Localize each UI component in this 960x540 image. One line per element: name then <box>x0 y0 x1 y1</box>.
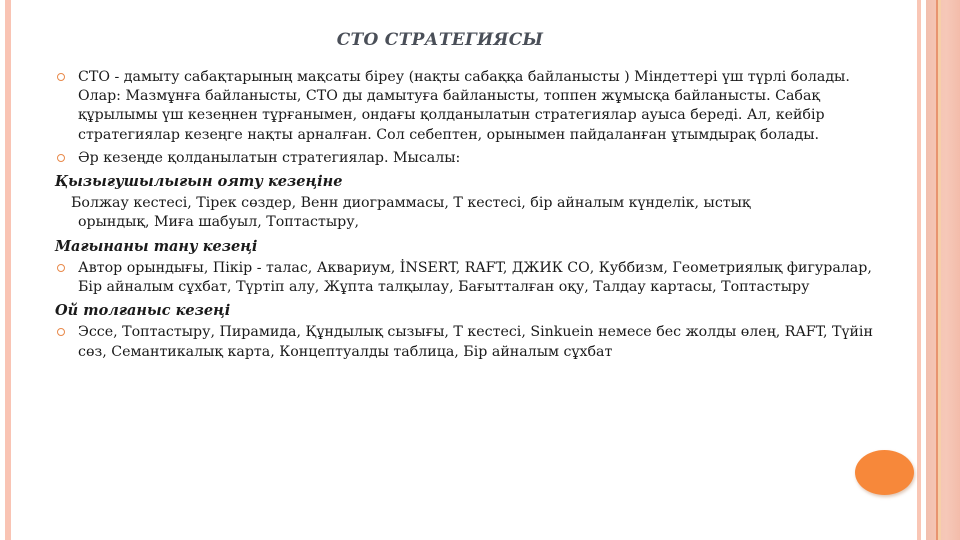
left-decorative-stripe <box>5 0 11 540</box>
slide-content <box>55 68 895 366</box>
right-stripe-thin <box>917 0 921 540</box>
bullet-text: Әр кезеңде қолданылатын стратегиялар. Мысалы: <box>78 149 461 166</box>
stage-strategies-reflection <box>55 323 895 361</box>
stage-heading-interest: Қызығушылығын ояту кезеңіне <box>55 173 343 191</box>
circle-bullet-icon <box>57 328 65 336</box>
slide-title: СТО СТРАТЕГИЯСЫ <box>336 30 544 50</box>
right-decorative-stripes <box>915 0 960 540</box>
strategies-line-2: орындық, Миға шабуыл, Топтастыру, <box>78 214 360 231</box>
stage-strategies-interest <box>55 194 895 232</box>
bullet-item-intro <box>55 68 895 145</box>
stage-heading-reflection: Ой толғаныс кезеңі <box>55 302 231 320</box>
bullet-text: Эссе, Топтастыру, Пирамида, Құндылық сызығы, Т кестесі, Sinkuein немесе бес жолды өлең, RAFT, Түйін сөз, Семантикалық карта, Концептуалды таблица, Бір айналым сұхбат <box>78 324 873 360</box>
bullet-item-examples <box>55 149 895 168</box>
bullet-text: Автор орындығы, Пікір - талас, Аквариум, İNSERT, RAFT, ДЖИК СО, Куббизм, Геометриялық фигуралар, Бір айналым сұхбат, Түртіп алу, Жұпта талқылау, Бағытталған оқу, Талдау картасы, Топтастыру <box>78 259 872 296</box>
circle-bullet-icon <box>57 154 65 162</box>
stage-heading-meaning: Мағынаны тану кезеңі <box>55 237 258 255</box>
circle-bullet-icon <box>57 73 65 81</box>
right-stripe-band <box>926 0 960 540</box>
strategies-line-1: Болжау кестесі, Тірек сөздер, Венн диограммасы, Т кестесі, бір айналым күнделік, ыстық <box>71 195 751 212</box>
right-stripe-highlight <box>938 0 941 540</box>
orange-circle-decoration <box>855 450 914 495</box>
bullet-text: СТО - дамыту сабақтарының мақсаты біреу (нақты сабаққа байланысты ) Міндеттері үш түрлі болады. Олар: Мазмұнға байланысты, СТО ды дамытуға байланысты, топпен жұмысқа байланысты. Сабақ құрылымы үш кезеңнен тұрғанымен, ондағы қолданылатын стратегиялар ауыса береді. Ал, кейбір стратегиялар кезеңге нақты арналған. Сол себептен, орынымен пайдаланған ұтымдырақ болады. <box>78 69 850 143</box>
circle-bullet-icon <box>57 264 65 272</box>
stage-strategies-meaning <box>55 259 895 297</box>
